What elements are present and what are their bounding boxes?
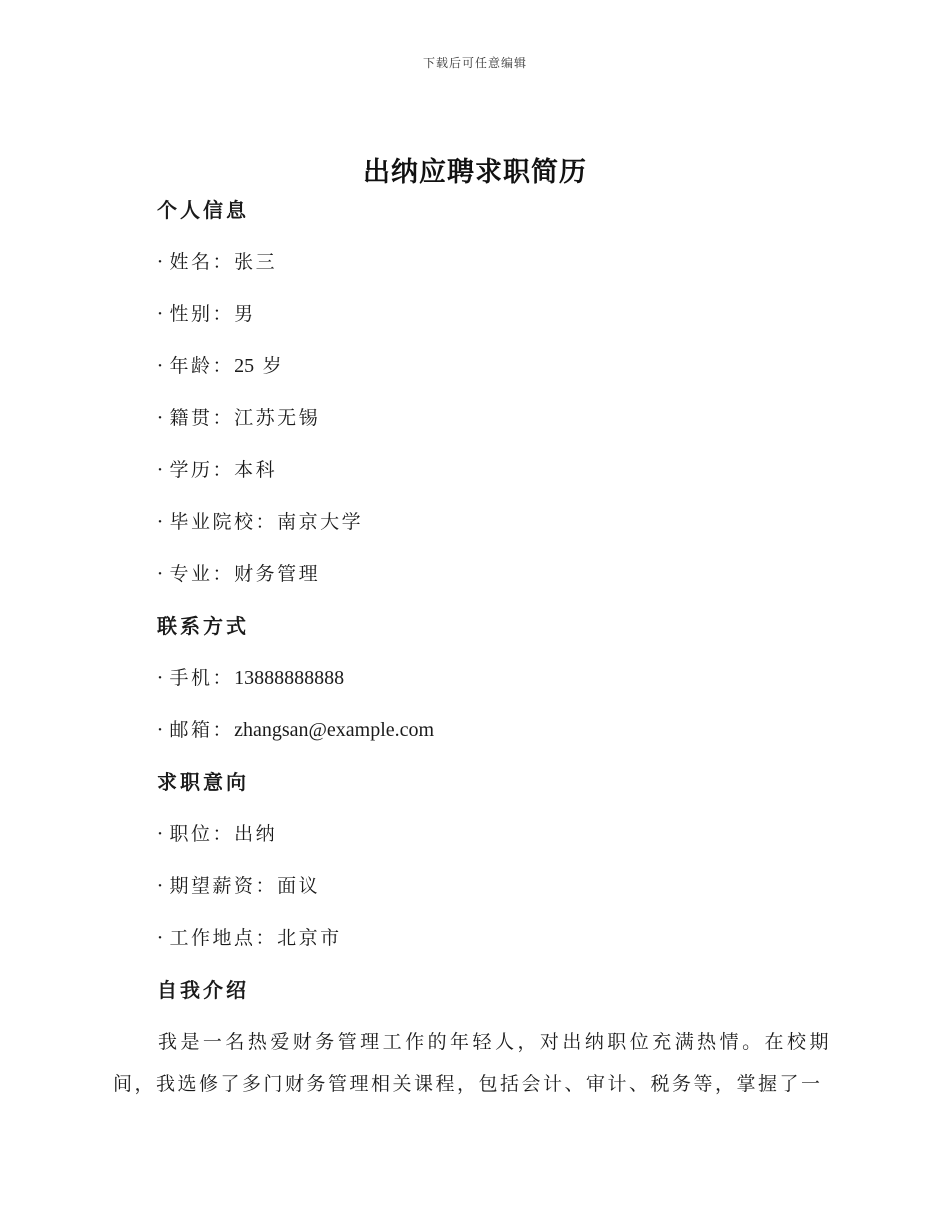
field-label: 学历： (169, 459, 235, 481)
field-value: 面议 (277, 875, 321, 897)
field-gender (157, 297, 837, 349)
field-name (157, 245, 837, 297)
field-label: 专业： (169, 563, 235, 585)
bullet: · (157, 459, 166, 481)
field-label: 年龄： (169, 355, 235, 377)
field-age (157, 349, 837, 401)
field-value: 张三 (234, 251, 278, 273)
field-label: 籍贯： (169, 407, 235, 429)
field-location (157, 921, 837, 973)
field-value: 北京市 (277, 927, 342, 949)
field-education (157, 453, 837, 505)
section-heading-personal: 个人信息 (157, 198, 249, 222)
field-position (157, 817, 837, 869)
bullet: · (157, 563, 166, 585)
bullet: · (157, 407, 166, 429)
field-value: 男 (234, 303, 256, 325)
field-salary (157, 869, 837, 921)
field-email (157, 713, 837, 765)
field-value: 南京大学 (277, 511, 364, 533)
bullet: · (157, 719, 166, 741)
field-value: 出纳 (234, 823, 278, 845)
field-value: 25 (234, 355, 255, 377)
field-label: 毕业院校： (169, 511, 278, 533)
self-intro-paragraph: 我是一名热爱财务管理工作的年轻人，对出纳职位充满热情。在校期间，我选修了多门财务管理相关课程，包括会计、审计、税务等，掌握了一 (113, 1031, 831, 1095)
field-value-suffix: 岁 (262, 355, 285, 377)
bullet: · (157, 303, 166, 325)
field-label: 期望薪资： (169, 875, 278, 897)
field-label: 姓名： (169, 251, 235, 273)
bullet: · (157, 251, 166, 273)
field-hometown (157, 401, 837, 453)
field-phone (157, 661, 837, 713)
bullet: · (157, 667, 166, 689)
field-label: 邮箱： (169, 719, 235, 741)
field-value: 财务管理 (234, 563, 321, 585)
bullet: · (157, 927, 166, 949)
field-label: 手机： (169, 667, 235, 689)
field-value: 本科 (234, 459, 278, 481)
bullet: · (157, 355, 166, 377)
field-major (157, 557, 837, 609)
field-value: zhangsan@example.com (234, 719, 435, 741)
field-value: 13888888888 (234, 667, 345, 689)
document-title: 出纳应聘求职简历 (363, 157, 587, 188)
bullet: · (157, 823, 166, 845)
field-label: 性别： (169, 303, 235, 325)
section-heading-contact: 联系方式 (157, 614, 249, 638)
bullet: · (157, 511, 166, 533)
field-school (157, 505, 837, 557)
field-value: 江苏无锡 (234, 407, 321, 429)
resume-body (157, 193, 837, 1025)
bullet: · (157, 875, 166, 897)
section-heading-intro: 自我介绍 (157, 978, 249, 1002)
section-heading-intention: 求职意向 (157, 770, 249, 794)
field-label: 工作地点： (169, 927, 278, 949)
header-note: 下载后可任意编辑 (422, 56, 527, 70)
field-label: 职位： (169, 823, 235, 845)
